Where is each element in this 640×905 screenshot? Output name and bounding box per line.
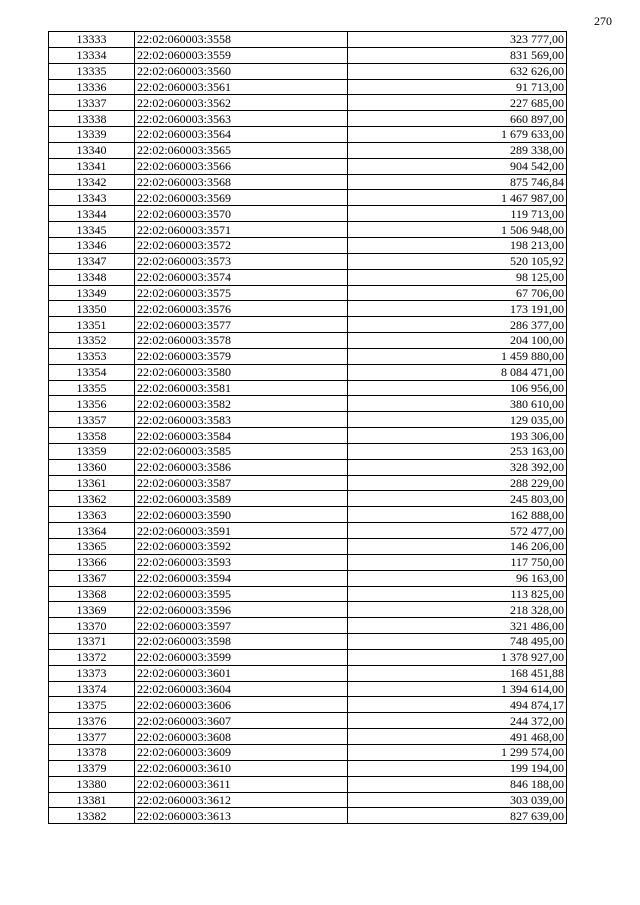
table-row <box>49 697 567 713</box>
cadastral-number-cell: 22:02:060003:3594 <box>135 570 348 586</box>
table-row <box>49 127 567 143</box>
cadastral-number-cell: 22:02:060003:3577 <box>135 317 348 333</box>
cadastral-number-cell: 22:02:060003:3565 <box>135 142 348 158</box>
cadastral-value-cell: 632 626,00 <box>348 63 567 79</box>
row-number-cell: 13369 <box>49 602 135 618</box>
row-number-cell: 13352 <box>49 333 135 349</box>
cadastral-number-cell: 22:02:060003:3560 <box>135 63 348 79</box>
cadastral-value-cell: 173 191,00 <box>348 301 567 317</box>
cadastral-value-cell: 244 372,00 <box>348 713 567 729</box>
table-row <box>49 729 567 745</box>
cadastral-value-cell: 91 713,00 <box>348 79 567 95</box>
cadastral-number-cell: 22:02:060003:3587 <box>135 475 348 491</box>
row-number-cell: 13363 <box>49 507 135 523</box>
row-number-cell: 13349 <box>49 285 135 301</box>
row-number-cell: 13334 <box>49 47 135 63</box>
cadastral-number-cell: 22:02:060003:3598 <box>135 634 348 650</box>
row-number-cell: 13353 <box>49 348 135 364</box>
cadastral-value-cell: 218 328,00 <box>348 602 567 618</box>
cadastral-value-cell: 323 777,00 <box>348 32 567 48</box>
cadastral-number-cell: 22:02:060003:3597 <box>135 618 348 634</box>
cadastral-number-cell: 22:02:060003:3609 <box>135 744 348 760</box>
table-row <box>49 79 567 95</box>
cadastral-number-cell: 22:02:060003:3586 <box>135 459 348 475</box>
table-row <box>49 602 567 618</box>
table-row <box>49 348 567 364</box>
row-number-cell: 13343 <box>49 190 135 206</box>
cadastral-value-cell: 289 338,00 <box>348 142 567 158</box>
row-number-cell: 13375 <box>49 697 135 713</box>
row-number-cell: 13373 <box>49 665 135 681</box>
table-row <box>49 412 567 428</box>
cadastral-value-cell: 1 506 948,00 <box>348 222 567 238</box>
row-number-cell: 13368 <box>49 586 135 602</box>
table-row <box>49 111 567 127</box>
table-row <box>49 618 567 634</box>
table-row <box>49 744 567 760</box>
row-number-cell: 13382 <box>49 808 135 824</box>
cadastral-number-cell: 22:02:060003:3559 <box>135 47 348 63</box>
cadastral-number-cell: 22:02:060003:3581 <box>135 380 348 396</box>
cadastral-number-cell: 22:02:060003:3562 <box>135 95 348 111</box>
table-row <box>49 443 567 459</box>
cadastral-number-cell: 22:02:060003:3604 <box>135 681 348 697</box>
cadastral-number-cell: 22:02:060003:3571 <box>135 222 348 238</box>
cadastral-number-cell: 22:02:060003:3611 <box>135 776 348 792</box>
cadastral-number-cell: 22:02:060003:3595 <box>135 586 348 602</box>
table-row <box>49 380 567 396</box>
row-number-cell: 13359 <box>49 443 135 459</box>
cadastral-value-cell: 117 750,00 <box>348 554 567 570</box>
cadastral-number-cell: 22:02:060003:3613 <box>135 808 348 824</box>
table-row <box>49 237 567 253</box>
row-number-cell: 13335 <box>49 63 135 79</box>
table-row <box>49 491 567 507</box>
row-number-cell: 13377 <box>49 729 135 745</box>
row-number-cell: 13336 <box>49 79 135 95</box>
cadastral-value-cell: 846 188,00 <box>348 776 567 792</box>
table-row <box>49 364 567 380</box>
cadastral-number-cell: 22:02:060003:3568 <box>135 174 348 190</box>
cadastral-number-cell: 22:02:060003:3583 <box>135 412 348 428</box>
table-row <box>49 665 567 681</box>
row-number-cell: 13333 <box>49 32 135 48</box>
table-row <box>49 428 567 444</box>
table-row <box>49 554 567 570</box>
cadastral-value-cell: 253 163,00 <box>348 443 567 459</box>
row-number-cell: 13361 <box>49 475 135 491</box>
cadastral-value-cell: 827 639,00 <box>348 808 567 824</box>
row-number-cell: 13355 <box>49 380 135 396</box>
cadastral-number-cell: 22:02:060003:3561 <box>135 79 348 95</box>
cadastral-number-cell: 22:02:060003:3574 <box>135 269 348 285</box>
row-number-cell: 13380 <box>49 776 135 792</box>
row-number-cell: 13364 <box>49 523 135 539</box>
table-row <box>49 142 567 158</box>
cadastral-number-cell: 22:02:060003:3612 <box>135 792 348 808</box>
row-number-cell: 13346 <box>49 237 135 253</box>
cadastral-value-cell: 303 039,00 <box>348 792 567 808</box>
table-row <box>49 523 567 539</box>
table-row <box>49 776 567 792</box>
cadastral-value-cell: 245 803,00 <box>348 491 567 507</box>
row-number-cell: 13370 <box>49 618 135 634</box>
row-number-cell: 13356 <box>49 396 135 412</box>
row-number-cell: 13381 <box>49 792 135 808</box>
row-number-cell: 13341 <box>49 158 135 174</box>
table-row <box>49 222 567 238</box>
cadastral-number-cell: 22:02:060003:3570 <box>135 206 348 222</box>
table-row <box>49 190 567 206</box>
table-row <box>49 681 567 697</box>
table-row <box>49 95 567 111</box>
table-row <box>49 475 567 491</box>
table-row <box>49 649 567 665</box>
row-number-cell: 13360 <box>49 459 135 475</box>
row-number-cell: 13347 <box>49 253 135 269</box>
cadastral-value-cell: 572 477,00 <box>348 523 567 539</box>
cadastral-value-cell: 660 897,00 <box>348 111 567 127</box>
row-number-cell: 13378 <box>49 744 135 760</box>
cadastral-number-cell: 22:02:060003:3579 <box>135 348 348 364</box>
cadastral-value-cell: 831 569,00 <box>348 47 567 63</box>
cadastral-value-cell: 491 468,00 <box>348 729 567 745</box>
row-number-cell: 13376 <box>49 713 135 729</box>
cadastral-number-cell: 22:02:060003:3596 <box>135 602 348 618</box>
cadastral-value-cell: 106 956,00 <box>348 380 567 396</box>
cadastral-value-cell: 1 394 614,00 <box>348 681 567 697</box>
cadastral-value-cell: 204 100,00 <box>348 333 567 349</box>
table-row <box>49 32 567 48</box>
row-number-cell: 13354 <box>49 364 135 380</box>
row-number-cell: 13365 <box>49 539 135 555</box>
row-number-cell: 13367 <box>49 570 135 586</box>
table-row <box>49 253 567 269</box>
cadastral-value-cell: 168 451,88 <box>348 665 567 681</box>
row-number-cell: 13350 <box>49 301 135 317</box>
cadastral-value-cell: 199 194,00 <box>348 760 567 776</box>
cadastral-value-cell: 162 888,00 <box>348 507 567 523</box>
cadastral-number-cell: 22:02:060003:3582 <box>135 396 348 412</box>
cadastral-number-cell: 22:02:060003:3575 <box>135 285 348 301</box>
table-row <box>49 586 567 602</box>
page-number: 270 <box>594 14 612 28</box>
cadastral-number-cell: 22:02:060003:3590 <box>135 507 348 523</box>
cadastral-value-cell: 1 378 927,00 <box>348 649 567 665</box>
table-row <box>49 808 567 824</box>
row-number-cell: 13374 <box>49 681 135 697</box>
cadastral-value-cell: 98 125,00 <box>348 269 567 285</box>
table-row <box>49 47 567 63</box>
cadastral-number-cell: 22:02:060003:3580 <box>135 364 348 380</box>
table-row <box>49 174 567 190</box>
cadastral-number-cell: 22:02:060003:3601 <box>135 665 348 681</box>
row-number-cell: 13372 <box>49 649 135 665</box>
cadastral-value-table <box>48 31 567 824</box>
cadastral-value-cell: 1 459 880,00 <box>348 348 567 364</box>
cadastral-value-cell: 380 610,00 <box>348 396 567 412</box>
table-row <box>49 713 567 729</box>
row-number-cell: 13351 <box>49 317 135 333</box>
cadastral-value-cell: 1 299 574,00 <box>348 744 567 760</box>
cadastral-value-cell: 113 825,00 <box>348 586 567 602</box>
cadastral-value-cell: 494 874,17 <box>348 697 567 713</box>
table-row <box>49 285 567 301</box>
cadastral-number-cell: 22:02:060003:3563 <box>135 111 348 127</box>
table-row <box>49 570 567 586</box>
row-number-cell: 13357 <box>49 412 135 428</box>
cadastral-value-cell: 321 486,00 <box>348 618 567 634</box>
table-row <box>49 396 567 412</box>
row-number-cell: 13337 <box>49 95 135 111</box>
cadastral-value-cell: 286 377,00 <box>348 317 567 333</box>
cadastral-number-cell: 22:02:060003:3591 <box>135 523 348 539</box>
cadastral-value-cell: 129 035,00 <box>348 412 567 428</box>
table-row <box>49 301 567 317</box>
table-row <box>49 760 567 776</box>
cadastral-value-cell: 288 229,00 <box>348 475 567 491</box>
cadastral-number-cell: 22:02:060003:3572 <box>135 237 348 253</box>
cadastral-value-cell: 67 706,00 <box>348 285 567 301</box>
cadastral-number-cell: 22:02:060003:3585 <box>135 443 348 459</box>
row-number-cell: 13340 <box>49 142 135 158</box>
row-number-cell: 13338 <box>49 111 135 127</box>
cadastral-number-cell: 22:02:060003:3566 <box>135 158 348 174</box>
table-row <box>49 459 567 475</box>
row-number-cell: 13348 <box>49 269 135 285</box>
table-row <box>49 206 567 222</box>
cadastral-number-cell: 22:02:060003:3573 <box>135 253 348 269</box>
cadastral-value-cell: 1 679 633,00 <box>348 127 567 143</box>
cadastral-value-cell: 198 213,00 <box>348 237 567 253</box>
cadastral-value-cell: 748 495,00 <box>348 634 567 650</box>
cadastral-number-cell: 22:02:060003:3599 <box>135 649 348 665</box>
table-row <box>49 507 567 523</box>
table-row <box>49 333 567 349</box>
table-row <box>49 792 567 808</box>
cadastral-value-cell: 119 713,00 <box>348 206 567 222</box>
cadastral-number-cell: 22:02:060003:3584 <box>135 428 348 444</box>
table-row <box>49 269 567 285</box>
table-row <box>49 634 567 650</box>
row-number-cell: 13344 <box>49 206 135 222</box>
cadastral-number-cell: 22:02:060003:3608 <box>135 729 348 745</box>
table-body <box>49 32 567 824</box>
cadastral-number-cell: 22:02:060003:3607 <box>135 713 348 729</box>
cadastral-value-cell: 1 467 987,00 <box>348 190 567 206</box>
cadastral-number-cell: 22:02:060003:3576 <box>135 301 348 317</box>
row-number-cell: 13342 <box>49 174 135 190</box>
row-number-cell: 13358 <box>49 428 135 444</box>
cadastral-value-cell: 193 306,00 <box>348 428 567 444</box>
cadastral-value-cell: 328 392,00 <box>348 459 567 475</box>
cadastral-value-cell: 146 206,00 <box>348 539 567 555</box>
cadastral-number-cell: 22:02:060003:3564 <box>135 127 348 143</box>
cadastral-number-cell: 22:02:060003:3593 <box>135 554 348 570</box>
cadastral-number-cell: 22:02:060003:3606 <box>135 697 348 713</box>
row-number-cell: 13345 <box>49 222 135 238</box>
cadastral-value-cell: 904 542,00 <box>348 158 567 174</box>
cadastral-value-cell: 875 746,84 <box>348 174 567 190</box>
table-row <box>49 158 567 174</box>
row-number-cell: 13379 <box>49 760 135 776</box>
table-row <box>49 539 567 555</box>
row-number-cell: 13362 <box>49 491 135 507</box>
cadastral-number-cell: 22:02:060003:3592 <box>135 539 348 555</box>
cadastral-value-cell: 8 084 471,00 <box>348 364 567 380</box>
row-number-cell: 13339 <box>49 127 135 143</box>
table-row <box>49 317 567 333</box>
cadastral-number-cell: 22:02:060003:3589 <box>135 491 348 507</box>
cadastral-value-cell: 227 685,00 <box>348 95 567 111</box>
cadastral-number-cell: 22:02:060003:3558 <box>135 32 348 48</box>
cadastral-number-cell: 22:02:060003:3569 <box>135 190 348 206</box>
row-number-cell: 13371 <box>49 634 135 650</box>
cadastral-number-cell: 22:02:060003:3610 <box>135 760 348 776</box>
cadastral-value-cell: 520 105,92 <box>348 253 567 269</box>
cadastral-value-cell: 96 163,00 <box>348 570 567 586</box>
row-number-cell: 13366 <box>49 554 135 570</box>
cadastral-number-cell: 22:02:060003:3578 <box>135 333 348 349</box>
table-row <box>49 63 567 79</box>
